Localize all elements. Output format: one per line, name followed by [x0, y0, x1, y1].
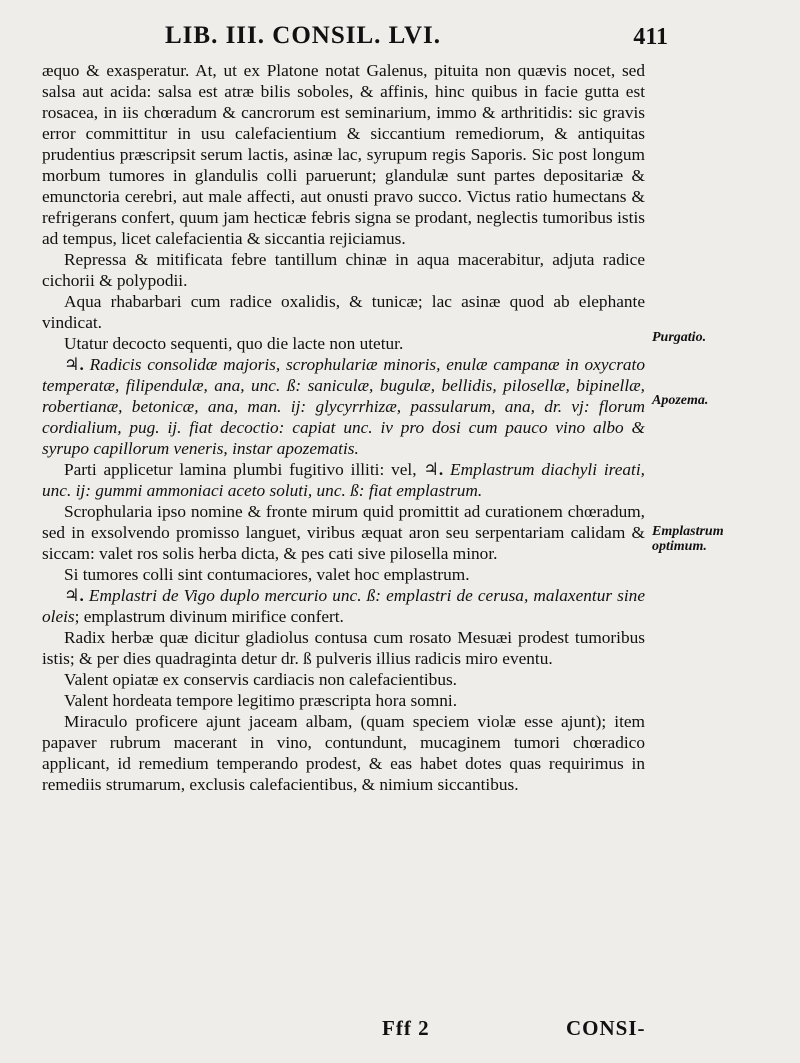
paragraph — [42, 333, 645, 354]
text-run: Valent opiatæ ex conservis cardiacis non calefacientibus. — [64, 670, 458, 689]
signature-mark: Fff 2 — [382, 1016, 430, 1040]
italic-text: Emplastrum diachyli ireati, unc. ij: gummi ammoniaci aceto soluti, unc. ß: fiat emplastrum. — [42, 460, 645, 500]
text-run: æquo & exasperatur. At, ut ex Platone notat Galenus, pituita non quævis nocet, sed salsa aut acida: salsa est atræ bilis soboles, & affinis, hinc quibus in facie gutta est rosacea, in iis chœradum & cancrorum est seminarium, immo & arthritidis: sic gravis error committitur in usu calefacientium & siccantium remediorum, & antiquitas prudentius præscripsit serum lactis, asinæ lac, syrupum regis Saporis. Sic post longum morbum tumores in glandulis colli paruerunt; glandulæ sunt partes depositariæ & emunctoria cerebri, aut male affecti, aut onusti pravo succo. Victus ratio humectans & refrigerans confert, quum jam hecticæ febris signa se prodant, neglectis tumoribus istis ad tempus, licet calefacientia & siccantia rejiciamus. — [42, 61, 645, 248]
running-head-title: LIB. III. CONSIL. LVI. — [165, 22, 442, 49]
text-run: Utatur decocto sequenti, quo die lacte non utetur. — [64, 334, 404, 353]
recipe-symbol: ♃. — [64, 586, 84, 605]
paragraph — [42, 354, 645, 459]
paragraph — [42, 249, 645, 291]
margin-note-apozema: Apozema. — [652, 393, 709, 408]
catchword: CONSI- — [566, 1016, 646, 1040]
italic-text: Emplastri de Vigo duplo mercurio unc. ß: emplastri de cerusa, malaxentur sine oleis — [42, 586, 645, 626]
paragraph — [42, 669, 645, 690]
paragraph — [42, 60, 645, 249]
text-run: Aqua rhabarbari cum radice oxalidis, & tunicæ; lac asinæ quod ab elephante vindicat. — [42, 292, 645, 332]
page-number: 411 — [633, 24, 668, 50]
margin-note-emplastrum-optimum: Emplastrum optimum. — [652, 524, 724, 554]
text-run: Si tumores colli sint contumaciores, valet hoc emplastrum. — [64, 565, 470, 584]
margin-notes — [652, 0, 800, 1063]
text-run: Miraculo proficere ajunt jaceam albam, (quam speciem violæ esse ajunt); item papaver rubrum macerant in vino, contundunt, mucaginem tumori chœradico applicant, id remedium temperando prodest, & eas habet dotes quas requirimus in remediis strumarum, exclusis calefacientibus, & nimium siccantibus. — [42, 712, 645, 794]
text-run: Parti applicetur lamina plumbi fugitivo illiti: vel, — [64, 460, 424, 479]
italic-text: Radicis consolidæ majoris, scrophulariæ minoris, enulæ campanæ in oxycrato temperatæ, filipendulæ, ana, unc. ß: saniculæ, bugulæ, bellidis, pilosellæ, bipinellæ, robertianæ, betonicæ, ana, man. ij: glycyrrhizæ, passularum, ana, dr. vj: florum cordialium, pug. ij. fiat decoctio: capiat unc. iv pro dosi cum pauco vino albo & syrupo capillorum veneris, instar apozematis. — [42, 355, 645, 458]
paragraph — [42, 627, 645, 669]
page-footer — [0, 1016, 800, 1046]
paragraph — [42, 690, 645, 711]
text-run: ; emplastrum divinum mirifice confert. — [74, 607, 344, 626]
paragraph — [42, 459, 645, 501]
text-run: Valent hordeata tempore legitimo præscripta hora somni. — [64, 691, 458, 710]
text-run: Repressa & mitificata febre tantillum chinæ in aqua macerabitur, adjuta radice cichorii & polypodii. — [42, 250, 645, 290]
paragraph — [42, 585, 645, 627]
paragraph — [42, 291, 645, 333]
recipe-symbol: ♃. — [64, 355, 84, 374]
text-run: Radix herbæ quæ dicitur gladiolus contusa cum rosato Mesuæi prodest tumoribus istis; & per dies quadraginta detur dr. ß pulveris illius radicis miro eventu. — [42, 628, 645, 668]
text-run: Scrophularia ipso nomine & fronte mirum quid promittit ad curationem chœradum, sed in exsolvendo promisso languet, viribus æquat aron seu serpentariam calidam & siccam: valet ros solis herba dicta, & pes cati sive pilosella minor. — [42, 502, 645, 563]
margin-note-purgatio: Purgatio. — [652, 330, 707, 345]
body-text — [42, 60, 645, 795]
paragraph — [42, 711, 645, 795]
paragraph — [42, 564, 645, 585]
paragraph — [42, 501, 645, 564]
recipe-symbol: ♃. — [423, 460, 444, 479]
